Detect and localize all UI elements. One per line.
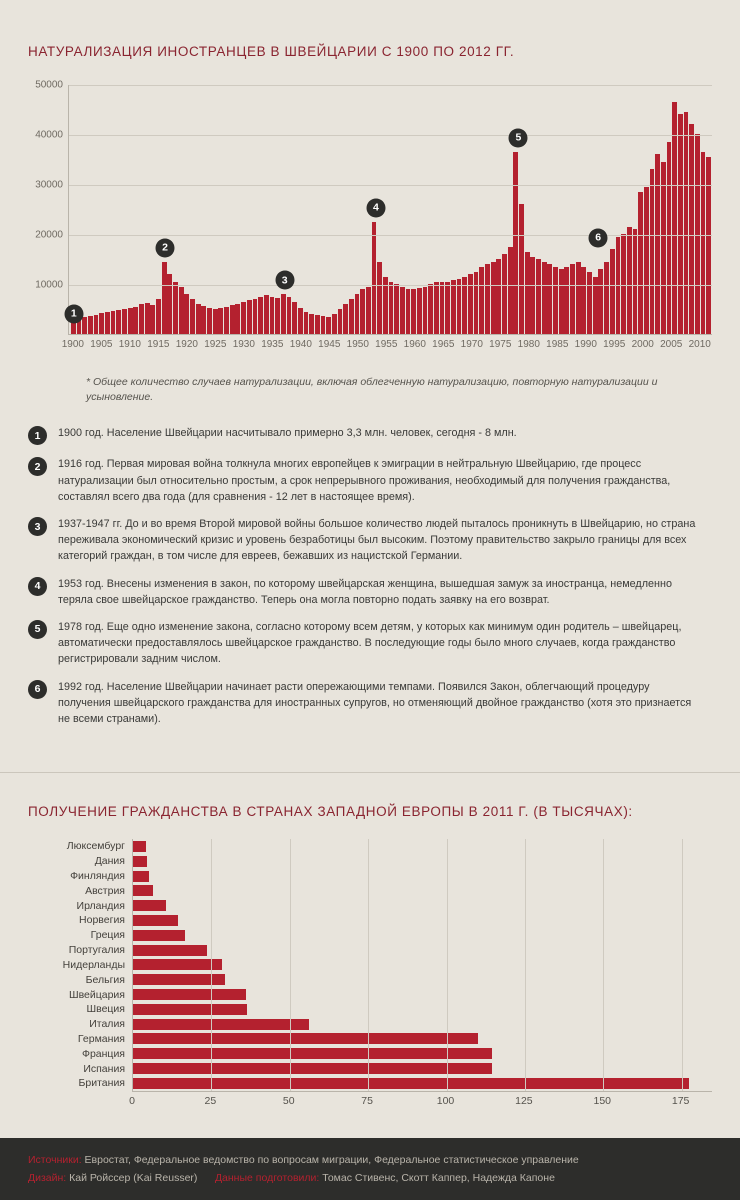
legend-item bbox=[28, 679, 708, 728]
chart1-bar bbox=[627, 227, 632, 335]
chart-citizenship bbox=[0, 835, 740, 1125]
chart1-bar bbox=[655, 154, 660, 334]
legend-item bbox=[28, 516, 708, 565]
chart2-bar-row bbox=[76, 899, 712, 912]
chart1-bar bbox=[304, 312, 309, 335]
chart1-bar bbox=[445, 282, 450, 335]
chart1-gridline bbox=[69, 185, 712, 186]
chart1-bar bbox=[156, 299, 161, 334]
chart1-bar bbox=[218, 308, 223, 334]
chart1-bar bbox=[389, 282, 394, 335]
chart1-bar bbox=[530, 257, 535, 335]
chart2-category-label: Швеция bbox=[86, 1003, 125, 1016]
chart1-footnote: * Общее количество случаев натурализации, включая облегченную натурализацию, повторную натурализации и усыновление. bbox=[86, 376, 658, 404]
chart2-x-tick-label: 125 bbox=[515, 1095, 533, 1107]
chart1-bar bbox=[525, 252, 530, 335]
legend-item bbox=[28, 456, 708, 505]
legend-item-text: 1978 год. Еще одно изменение закона, согласно которому всем детям, у которых как минимум один родитель – швейцарец, автоматически предоставлялось швейцарское гражданство. В последующие годы было много случаев, когда гражданство регистрировали задним числом. bbox=[58, 620, 682, 666]
chart1-bar bbox=[496, 259, 501, 334]
chart1-marker-5: 5 bbox=[509, 128, 528, 147]
chart1-x-tick-label: 1930 bbox=[232, 339, 255, 350]
chart1-x-tick-label: 2005 bbox=[660, 339, 683, 350]
chart-naturalization bbox=[0, 77, 740, 367]
chart1-x-tick-label: 1900 bbox=[61, 339, 84, 350]
chart1-bar bbox=[111, 311, 116, 334]
chart2-bar-row bbox=[85, 973, 712, 986]
chart2-x-tick-label: 100 bbox=[436, 1095, 455, 1107]
chart1-bar bbox=[406, 289, 411, 334]
chart1-bar bbox=[457, 279, 462, 334]
chart1-bar bbox=[184, 294, 189, 334]
chart1-bar bbox=[196, 304, 201, 334]
legend-item-number: 4 bbox=[28, 577, 47, 596]
legend-item-text: 1916 год. Первая мировая война толкнула многих европейцев к эмиграции в нейтральную Швейцарию, где процесс натурализации был относительно простым, а срок непрерывного проживания, необходимый для получения гражданства, составлял всего два года (для сравнения - 12 лет в настоящее время). bbox=[58, 458, 671, 503]
chart1-marker-4: 4 bbox=[366, 198, 385, 217]
chart1-bar bbox=[264, 295, 269, 334]
chart1-bar bbox=[190, 299, 195, 334]
footer-sources-label: Источники: bbox=[28, 1154, 82, 1166]
chart2-bar-row bbox=[89, 1018, 712, 1031]
chart1-bar bbox=[377, 262, 382, 335]
chart2-bar-row bbox=[68, 944, 712, 957]
chart1-x-tick-label: 1940 bbox=[289, 339, 312, 350]
chart1-x-tick-label: 1965 bbox=[432, 339, 455, 350]
chart2-category-label: Италия bbox=[89, 1018, 125, 1031]
chart2-bars bbox=[62, 839, 712, 1091]
chart2-bar bbox=[133, 1063, 492, 1074]
chart2-category-label: Люксембург bbox=[66, 840, 125, 853]
chart1-x-tick-label: 1925 bbox=[204, 339, 227, 350]
chart2-bar-row bbox=[68, 988, 712, 1001]
chart2-bar-row bbox=[90, 929, 712, 942]
chart2-x-tick-label: 175 bbox=[671, 1095, 690, 1107]
chart1-bar bbox=[598, 269, 603, 334]
chart1-bar bbox=[173, 282, 178, 335]
chart1-bar bbox=[133, 307, 138, 335]
chart1-bars bbox=[69, 85, 712, 334]
chart1-marker-6: 6 bbox=[589, 228, 608, 247]
chart2-bar bbox=[133, 1048, 492, 1059]
chart1-x-axis bbox=[61, 339, 712, 355]
chart2-bar bbox=[133, 900, 166, 911]
chart1-x-tick-label: 1995 bbox=[603, 339, 626, 350]
chart1-bar bbox=[547, 264, 552, 334]
chart1-bar bbox=[400, 287, 405, 335]
chart1-bar bbox=[485, 264, 490, 334]
chart2-x-tick-label: 50 bbox=[282, 1095, 295, 1107]
chart1-x-tick-label: 1975 bbox=[489, 339, 512, 350]
legend-item-text: 1937-1947 гг. До и во время Второй мировой войны большое количество людей пыталось проникнуть в Швейцарию, но страна переживала экономический кризис и уровень безработицы был высоким. Поэтому правительство закрыло границы для всех категорий граждан, в том числе для евреев, бежавших из нацистской Германии. bbox=[58, 518, 696, 563]
chart1-bar bbox=[224, 307, 229, 335]
legend-item-number: 1 bbox=[28, 426, 47, 445]
chart1-bar bbox=[241, 302, 246, 335]
chart1-x-tick-label: 1935 bbox=[261, 339, 284, 350]
footer-sources-text: Евростат, Федеральное ведомство по вопросам миграции, Федеральное статистическое управление bbox=[84, 1154, 579, 1166]
chart2-category-label: Австрия bbox=[85, 884, 125, 897]
chart1-bar bbox=[99, 313, 104, 334]
chart2-gridline bbox=[447, 839, 448, 1091]
chart1-bar bbox=[564, 267, 569, 335]
chart1-gridline bbox=[69, 135, 712, 136]
chart2-gridline bbox=[368, 839, 369, 1091]
chart2-category-label: Греция bbox=[90, 929, 125, 942]
chart1-bar bbox=[684, 112, 689, 335]
chart1-x-tick-label: 1945 bbox=[318, 339, 341, 350]
chart2-bar bbox=[133, 1033, 478, 1044]
chart1-bar bbox=[94, 315, 99, 335]
chart1-bar bbox=[587, 272, 592, 335]
chart1-bar bbox=[581, 267, 586, 335]
chart1-bar bbox=[332, 314, 337, 334]
chart1-bar bbox=[360, 289, 365, 334]
chart1-y-tick-label: 30000 bbox=[35, 179, 63, 191]
section-citizenship bbox=[0, 782, 740, 1125]
chart1-y-tick-label: 20000 bbox=[35, 229, 63, 241]
footer-sources-line bbox=[28, 1152, 740, 1170]
chart2-bar-row bbox=[77, 1032, 712, 1045]
chart1-bar bbox=[201, 306, 206, 334]
chart1-bar bbox=[122, 309, 127, 334]
chart2-x-axis bbox=[129, 1095, 712, 1111]
chart1-x-tick-label: 1985 bbox=[546, 339, 569, 350]
legend-item-number: 6 bbox=[28, 680, 47, 699]
chart2-gridline bbox=[211, 839, 212, 1091]
chart2-gridline bbox=[290, 839, 291, 1091]
chart1-bar bbox=[633, 229, 638, 334]
chart1-bar bbox=[434, 282, 439, 335]
chart2-category-label: Норвегия bbox=[79, 914, 125, 927]
chart1-bar bbox=[309, 314, 314, 334]
chart2-bar-row bbox=[70, 870, 712, 883]
chart2-bar-row bbox=[62, 958, 712, 971]
chart1-x-tick-label: 1905 bbox=[90, 339, 113, 350]
chart1-x-tick-label: 1920 bbox=[175, 339, 198, 350]
chart1-bar bbox=[417, 288, 422, 334]
chart1-bar bbox=[411, 289, 416, 334]
chart2-x-tick-label: 150 bbox=[593, 1095, 612, 1107]
chart1-bar bbox=[326, 317, 331, 334]
chart1-bar bbox=[82, 317, 87, 335]
chart1-bar bbox=[440, 282, 445, 335]
chart1-bar bbox=[139, 304, 144, 334]
chart1-bar bbox=[355, 294, 360, 334]
chart1-bar bbox=[315, 315, 320, 334]
chart1-x-tick-label: 1910 bbox=[118, 339, 141, 350]
chart1-y-tick-label: 40000 bbox=[35, 129, 63, 141]
chart1-bar bbox=[167, 274, 172, 334]
chart1-bar bbox=[105, 312, 110, 334]
chart1-bar bbox=[230, 305, 235, 334]
chart2-category-label: Швейцария bbox=[68, 988, 125, 1001]
chart1-x-tick-label: 1960 bbox=[403, 339, 426, 350]
chart2-bar bbox=[133, 915, 178, 926]
chart1-x-tick-label: 2010 bbox=[688, 339, 711, 350]
chart1-x-tick-label: 1970 bbox=[460, 339, 483, 350]
chart1-marker-3: 3 bbox=[275, 271, 294, 290]
chart2-bar-row bbox=[66, 840, 712, 853]
chart1-bar bbox=[298, 308, 303, 334]
chart1-gridline bbox=[69, 285, 712, 286]
footer-design-label: Дизайн: bbox=[28, 1171, 67, 1184]
page-title-2: ПОЛУЧЕНИЕ ГРАЖДАНСТВА В СТРАНАХ ЗАПАДНОЙ ЕВРОПЫ В 2011 Г. (В ТЫСЯЧАХ): bbox=[28, 804, 633, 819]
chart1-bar bbox=[701, 152, 706, 335]
chart1-bar bbox=[570, 264, 575, 334]
chart2-x-tick-label: 25 bbox=[204, 1095, 217, 1107]
chart1-bar bbox=[678, 114, 683, 334]
footer-design-text: Кай Ройссер (Kai Reusser) bbox=[69, 1171, 198, 1184]
legend-list bbox=[28, 425, 708, 727]
chart1-bar bbox=[491, 262, 496, 335]
chart2-bar bbox=[133, 1004, 247, 1015]
chart1-bar bbox=[451, 280, 456, 334]
chart1-bar bbox=[372, 222, 377, 335]
chart2-gridline bbox=[682, 839, 683, 1091]
chart2-category-label: Португалия bbox=[68, 944, 125, 957]
page-title: НАТУРАЛИЗАЦИЯ ИНОСТРАНЦЕВ В ШВЕЙЦАРИИ С 1900 ПО 2012 ГГ. bbox=[28, 44, 515, 59]
chart1-x-tick-label: 1915 bbox=[147, 339, 170, 350]
chart1-bar bbox=[179, 287, 184, 335]
section-divider bbox=[0, 772, 740, 773]
chart1-plot-area bbox=[35, 79, 712, 335]
chart2-bar-row bbox=[81, 1047, 712, 1060]
chart2-bar-row bbox=[79, 914, 712, 927]
chart2-bar bbox=[133, 959, 222, 970]
chart1-bar bbox=[394, 284, 399, 334]
chart1-bar bbox=[536, 259, 541, 334]
legend-item bbox=[28, 576, 708, 608]
chart1-bar bbox=[247, 300, 252, 334]
chart1-bar bbox=[519, 204, 524, 334]
chart2-bar bbox=[133, 871, 149, 882]
chart1-bar bbox=[321, 316, 326, 334]
chart1-bar bbox=[281, 294, 286, 334]
chart1-bar bbox=[338, 309, 343, 334]
chart2-category-label: Бельгия bbox=[85, 973, 125, 986]
chart1-bar bbox=[502, 254, 507, 334]
chart2-category-label: Британия bbox=[78, 1077, 125, 1090]
chart1-bar bbox=[479, 267, 484, 335]
legend-item bbox=[28, 425, 708, 445]
chart1-bar bbox=[638, 192, 643, 335]
chart1-bar bbox=[576, 262, 581, 335]
chart1-bar bbox=[213, 309, 218, 334]
chart1-bar bbox=[542, 262, 547, 335]
legend-item-number: 5 bbox=[28, 620, 47, 639]
chart2-gridline bbox=[603, 839, 604, 1091]
chart1-bar bbox=[343, 304, 348, 334]
chart2-bar bbox=[133, 945, 207, 956]
chart1-bar bbox=[621, 234, 626, 334]
chart1-bar bbox=[128, 308, 133, 334]
chart1-x-tick-label: 2000 bbox=[631, 339, 654, 350]
chart2-category-label: Германия bbox=[77, 1032, 125, 1045]
chart2-plot-area bbox=[62, 839, 712, 1092]
chart1-bar bbox=[349, 299, 354, 334]
chart1-marker-1: 1 bbox=[64, 304, 83, 323]
chart1-bar bbox=[508, 247, 513, 335]
chart1-bar bbox=[644, 187, 649, 335]
chart1-marker-2: 2 bbox=[156, 238, 175, 257]
chart1-y-tick-label: 10000 bbox=[35, 279, 63, 291]
chart2-bar-row bbox=[83, 1062, 712, 1075]
chart1-bar bbox=[610, 249, 615, 334]
chart2-bar bbox=[133, 930, 185, 941]
chart1-bar bbox=[145, 303, 150, 335]
chart2-bar bbox=[133, 885, 153, 896]
chart2-category-label: Дания bbox=[94, 855, 125, 868]
chart2-category-label: Франция bbox=[81, 1047, 125, 1060]
chart1-bar bbox=[428, 284, 433, 334]
chart2-gridline bbox=[525, 839, 526, 1091]
chart1-y-tick-label: 50000 bbox=[35, 79, 63, 91]
chart2-bar-row bbox=[94, 855, 712, 868]
chart1-x-tick-label: 1980 bbox=[517, 339, 540, 350]
chart2-category-label: Испания bbox=[83, 1062, 125, 1075]
chart2-bar bbox=[133, 841, 146, 852]
chart2-bar-row bbox=[85, 884, 712, 897]
chart1-bar bbox=[513, 152, 518, 335]
chart1-bar bbox=[468, 274, 473, 334]
chart1-gridline bbox=[69, 235, 712, 236]
footer-data-text: Томас Стивенс, Скотт Каппер, Надежда Капоне bbox=[322, 1171, 555, 1184]
chart1-bar bbox=[604, 262, 609, 335]
legend-item bbox=[28, 619, 708, 668]
chart1-bar bbox=[672, 102, 677, 335]
chart1-bar bbox=[423, 287, 428, 335]
chart2-bar bbox=[133, 1078, 689, 1089]
chart1-x-tick-label: 1955 bbox=[375, 339, 398, 350]
chart2-bar-row bbox=[86, 1003, 712, 1016]
chart1-bar bbox=[287, 297, 292, 335]
chart1-x-tick-label: 1990 bbox=[574, 339, 597, 350]
footer-data-label: Данные подготовили: bbox=[214, 1171, 320, 1184]
chart1-bar bbox=[559, 269, 564, 334]
chart1-bar bbox=[661, 162, 666, 335]
chart1-bar bbox=[207, 308, 212, 334]
chart1-bar bbox=[150, 305, 155, 334]
chart2-bar bbox=[133, 1019, 309, 1030]
chart2-bar-row bbox=[78, 1077, 712, 1090]
footer-credits-line bbox=[28, 1170, 740, 1188]
chart1-bar bbox=[650, 169, 655, 334]
chart1-bar bbox=[689, 124, 694, 334]
chart1-bar bbox=[706, 157, 711, 335]
chart2-bar bbox=[133, 989, 246, 1000]
chart2-category-label: Ирландия bbox=[76, 899, 125, 912]
chart2-x-tick-label: 75 bbox=[361, 1095, 373, 1107]
chart1-gridline bbox=[69, 85, 712, 86]
chart2-category-label: Нидерланды bbox=[62, 958, 125, 971]
chart1-bar bbox=[695, 134, 700, 334]
chart1-x-tick-label: 1950 bbox=[346, 339, 369, 350]
legend-item-text: 1953 год. Внесены изменения в закон, по которому швейцарская женщина, вышедшая замуж за иностранца, немедленно теряла свое швейцарское гражданство. Теперь она могла повторно подать заявку на его возврат. bbox=[58, 577, 672, 606]
chart1-bar bbox=[667, 142, 672, 335]
chart1-bar bbox=[258, 297, 263, 335]
legend-item-text: 1900 год. Население Швейцарии насчитывало примерно 3,3 млн. человек, сегодня - 8 млн. bbox=[58, 427, 517, 440]
chart1-bar bbox=[235, 304, 240, 334]
chart2-category-label: Финляндия bbox=[70, 870, 125, 883]
chart1-bar bbox=[253, 299, 258, 334]
chart1-bar bbox=[162, 262, 167, 335]
chart1-bar bbox=[275, 298, 280, 334]
legend-item-number: 3 bbox=[28, 517, 47, 536]
footer bbox=[0, 1138, 740, 1200]
chart1-bar bbox=[474, 272, 479, 335]
chart2-bar bbox=[133, 856, 147, 867]
chart1-bar bbox=[366, 287, 371, 335]
chart1-bar bbox=[553, 267, 558, 335]
chart2-x-tick-label: 0 bbox=[129, 1095, 135, 1107]
chart1-bar bbox=[116, 310, 121, 334]
legend-item-number: 2 bbox=[28, 457, 47, 476]
chart1-bar bbox=[270, 297, 275, 335]
chart1-bar bbox=[88, 316, 93, 335]
chart1-bar bbox=[292, 302, 297, 335]
legend-item-text: 1992 год. Население Швейцарии начинает расти опережающими темпами. Появился Закон, облегчающий процедуру получения швейцарского гражданства для иностранных супругов, но отменяющий двойное гражданство (хотя это признается не всеми странами). bbox=[58, 680, 692, 725]
